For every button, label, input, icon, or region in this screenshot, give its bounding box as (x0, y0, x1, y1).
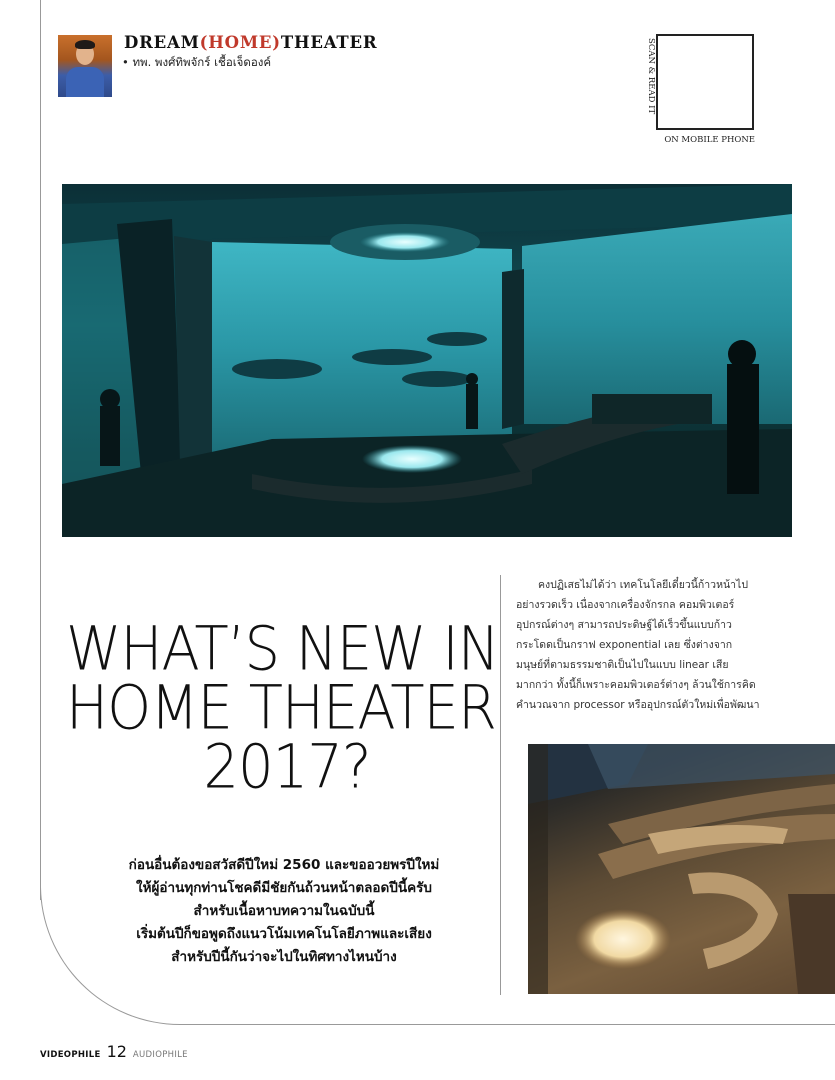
qr-code-box[interactable] (656, 34, 754, 130)
body-line: อุปกรณ์ต่างๆ สามารถประดิษฐ์ได้เร็วขึ้นแบบก้าว (516, 619, 732, 631)
intro-line: สำหรับปีนี้กันว่าจะไปในทิศทางไหนบ้าง (171, 949, 397, 965)
body-line: คำนวณจาก processor หรืออุปกรณ์ตัวใหม่เพื่อพัฒนา (516, 699, 760, 711)
intro-line: ให้ผู้อ่านทุกท่านโชคดีมีชัยกันถ้วนหน้าตลอดปีนี้ครับ (136, 880, 432, 896)
intro-line: สำหรับเนื้อหาบทความในฉบับนี้ (193, 903, 375, 919)
body-line: มากกว่า ทั้งนี้ก็เพราะคอมพิวเตอร์ต่างๆ ล้วนใช้การคิด (516, 679, 756, 691)
body-line: มนุษย์ที่ตามธรรมชาติเป็นไปในแบบ linear เสีย (516, 659, 729, 671)
body-line: กระโดดเป็นกราฟ exponential เลย ซึ่งต่างจาก (516, 639, 733, 651)
headline-line-2: HOME THEATER (66, 673, 496, 744)
headline-line-1: WHAT’S NEW IN (66, 614, 499, 685)
intro-paragraph (90, 854, 478, 969)
section-title-suffix: THEATER (280, 33, 378, 52)
section-title-accent: (HOME) (199, 33, 281, 52)
body-line: อย่างรวดเร็ว เนื่องจากเครื่องจักรกล คอมพิวเตอร์ (516, 599, 735, 611)
author-byline: • ทพ. พงศ์ทิพจักร์ เชื้อเจ็ดองค์ (122, 55, 272, 69)
author-photo (58, 35, 112, 97)
page-frame-left (40, 0, 41, 900)
section-title (124, 33, 377, 52)
intro-line: ก่อนอื่นต้องขอสวัสดีปีใหม่ 2560 และขออวยพรปีใหม่ (128, 857, 440, 873)
page-footer (40, 1042, 188, 1061)
footer-magazine-name: VIDEOPHILE (40, 1050, 101, 1060)
body-text-column (516, 575, 760, 715)
intro-line: เริ่มต้นปีก็ขอพูดถึงแนวโน้มเทคโนโลยีภาพและเสียง (136, 926, 432, 942)
page-frame-bottom (200, 1024, 835, 1025)
column-divider (500, 575, 501, 995)
qr-bottom-label: ON MOBILE PHONE (664, 135, 755, 145)
footer-magazine-name-secondary: AUDIOPHILE (132, 1050, 188, 1060)
section-title-prefix: DREAM (124, 33, 200, 52)
page-number: 12 (106, 1042, 127, 1061)
body-line: คงปฏิเสธไม่ได้ว่า เทคโนโลยีเดี๋ยวนี้ก้าวหน้าไป (538, 579, 749, 591)
headline (66, 614, 499, 803)
qr-side-label: SCAN & READ IT (646, 38, 656, 115)
secondary-photo-theater-seating (528, 744, 835, 994)
hero-photo-aquarium-theater (62, 184, 792, 537)
headline-line-3: 2017? (203, 732, 371, 803)
